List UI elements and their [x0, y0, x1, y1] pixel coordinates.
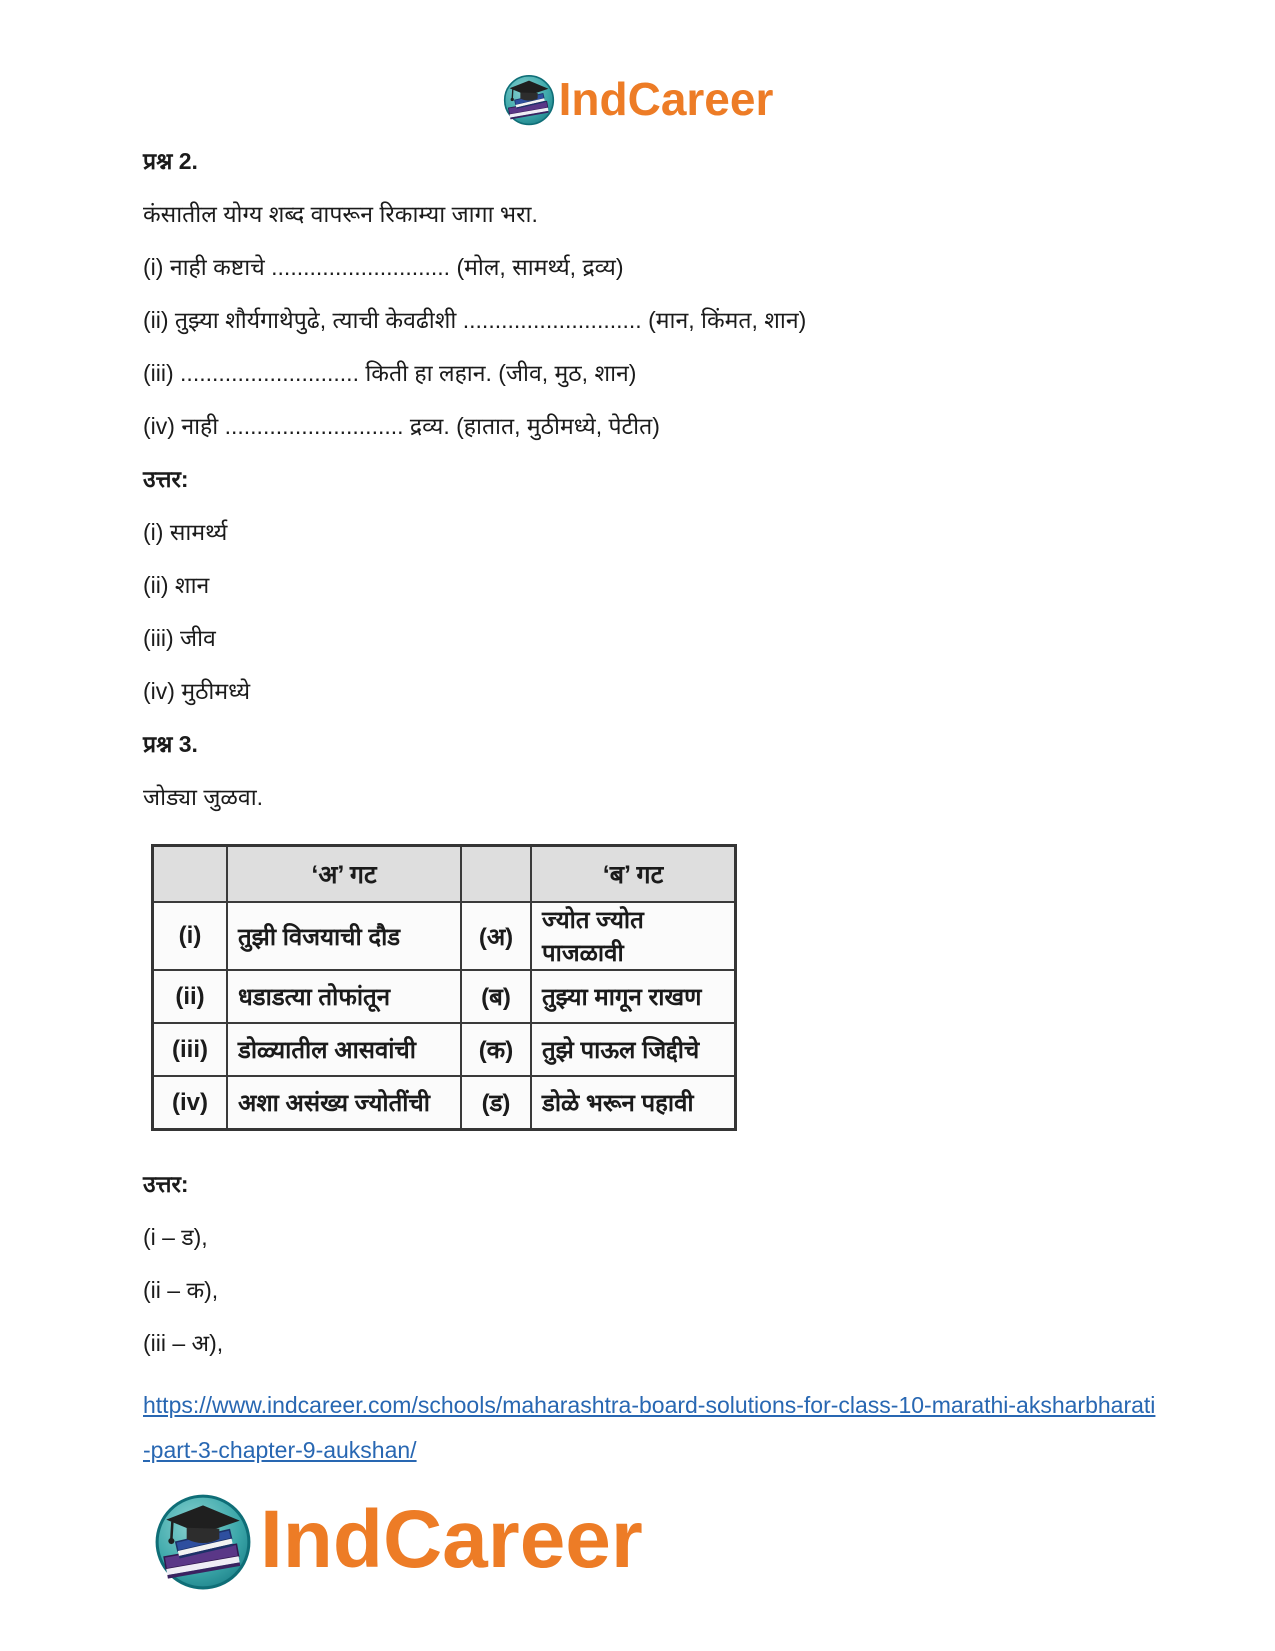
option-letter: (ब)	[461, 970, 531, 1023]
question-2-heading: प्रश्न 2.	[143, 148, 198, 174]
option-letter: (ड)	[461, 1076, 531, 1130]
table-header-blank-1	[153, 846, 228, 903]
question-2-answer-iii: (iii) जीव	[143, 625, 216, 651]
row-number: (i)	[153, 902, 228, 970]
question-3-instruction: जोड्या जुळवा.	[143, 784, 264, 810]
question-2-instruction: कंसातील योग्य शब्द वापरून रिकाम्या जागा भरा.	[143, 201, 538, 227]
group-b-cell: तुझे पाऊल जिद्दीचे	[531, 1023, 736, 1076]
group-a-cell: तुझी विजयाची दौड	[227, 902, 461, 970]
question-2-item-ii: (ii) तुझ्या शौर्यगाथेपुढे, त्याची केवढीशी ............................ (मान, किंमत, शान)	[143, 307, 807, 333]
question-2-item-iv: (iv) नाही ............................ द्रव्य. (हातात, मुठीमध्ये, पेटीत)	[143, 413, 660, 439]
group-a-cell: डोळ्यातील आसवांची	[227, 1023, 461, 1076]
indcareer-books-cap-icon	[502, 72, 556, 126]
main-content	[143, 148, 1165, 1473]
header	[0, 0, 1275, 126]
table-row	[153, 902, 736, 970]
question-2-answer-i: (i) सामर्थ्य	[143, 519, 228, 545]
table-row	[153, 1023, 736, 1076]
question-2-answer-iv: (iv) मुठीमध्ये	[143, 678, 251, 704]
group-b-cell: तुझ्या मागून राखण	[531, 970, 736, 1023]
question-2-answer-ii: (ii) शान	[143, 572, 210, 598]
table-row	[153, 1076, 736, 1130]
question-3-answer-iii: (iii – अ),	[143, 1330, 224, 1356]
question-3-answer-i: (i – ड),	[143, 1224, 208, 1250]
table-header-row	[153, 846, 736, 903]
table-row	[153, 970, 736, 1023]
article-link[interactable]: https://www.indcareer.com/schools/maharashtra-board-solutions-for-class-10-marathi-aksharbharati-part-3-chapter-9-aukshan/	[143, 1392, 1156, 1463]
question-3-answer-ii: (ii – क),	[143, 1277, 219, 1303]
table-header-group-b: ‘ब’ गट	[531, 846, 736, 903]
indcareer-logo-text: IndCareer	[260, 1494, 643, 1585]
row-number: (iii)	[153, 1023, 228, 1076]
option-letter: (अ)	[461, 902, 531, 970]
indcareer-logo-text: IndCareer	[558, 73, 774, 125]
question-3-answer-label: उत्तर:	[143, 1171, 189, 1197]
row-number: (iv)	[153, 1076, 228, 1130]
group-a-cell: अशा असंख्य ज्योतींची	[227, 1076, 461, 1130]
footer	[152, 1489, 1275, 1591]
table-header-blank-2	[461, 846, 531, 903]
table-header-group-a: ‘अ’ गट	[227, 846, 461, 903]
group-b-cell: डोळे भरून पहावी	[531, 1076, 736, 1130]
question-3-heading: प्रश्न 3.	[143, 731, 198, 757]
indcareer-books-cap-icon	[152, 1489, 254, 1591]
group-a-cell: धडाडत्या तोफांतून	[227, 970, 461, 1023]
question-2-answer-label: उत्तर:	[143, 466, 189, 492]
group-b-cell: ज्योत ज्योत पाजळावी	[531, 902, 736, 970]
matching-table	[151, 844, 737, 1131]
indcareer-logo-top	[502, 72, 774, 126]
row-number: (ii)	[153, 970, 228, 1023]
question-2-item-iii: (iii) ............................ किती हा लहान. (जीव, मुठ, शान)	[143, 360, 637, 386]
option-letter: (क)	[461, 1023, 531, 1076]
question-2-item-i: (i) नाही कष्टाचे ............................ (मोल, सामर्थ्य, द्रव्य)	[143, 254, 624, 280]
